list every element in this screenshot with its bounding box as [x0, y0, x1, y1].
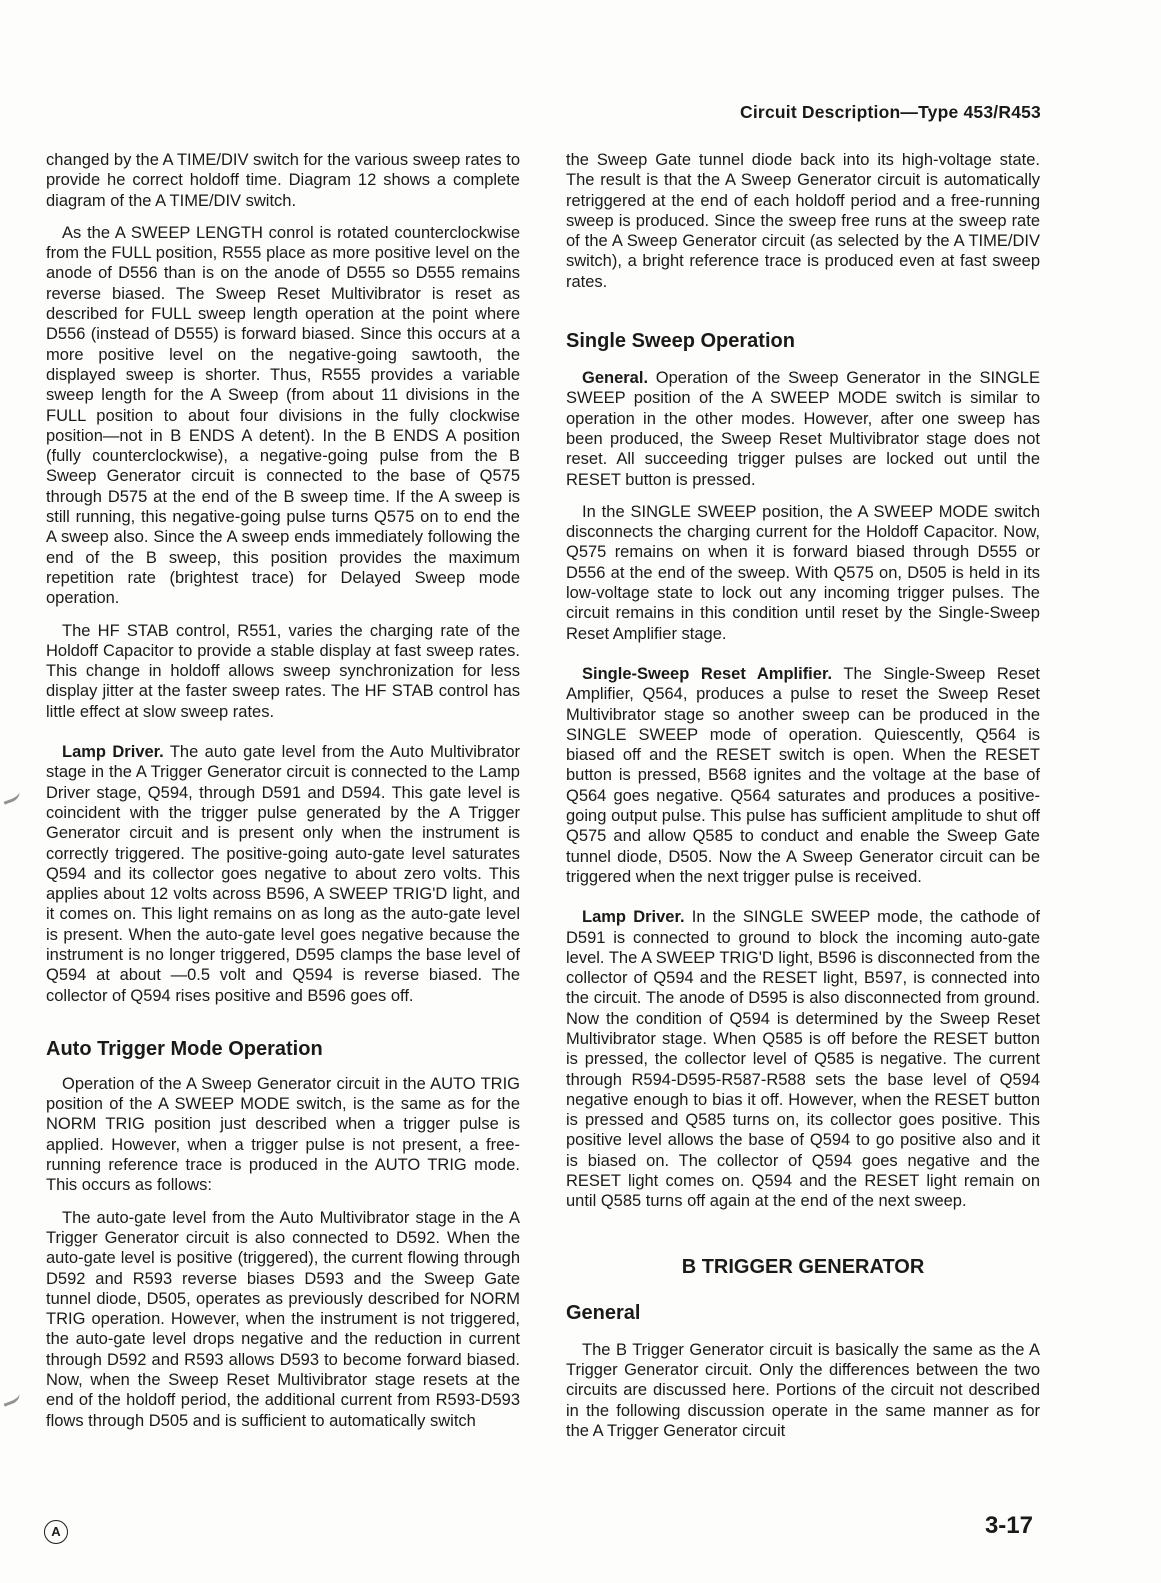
paragraph: The B Trigger Generator circuit is basically the same as the A Trigger Generator circuit. Only the differences between the two circuits are discussed here. Portions of the circuit not described in the following discussion operate in the same manner as for the A Trigger Generator circuit	[566, 1340, 1040, 1440]
paragraph	[46, 742, 520, 1006]
paragraph: As the A SWEEP LENGTH conrol is rotated counterclockwise from the FULL position, R555 place as more positive level on the anode of D556 than is on the anode of D555 so D555 remains reverse biased. The Sweep Reset Multivibrator is reset as described for FULL sweep length operation at the point where D556 (instead of D555) is forward biased. Since this occurs at a more positive level on the negative-going sawtooth, the displayed sweep is shorter. Thus, R555 provides a variable sweep length for the A Sweep (from about 11 divisions in the FULL position to about four divisions in the fully clockwise position—not in B ENDS A detent). In the B ENDS A position (fully counterclockwise), a negative-going pulse from the B Sweep Generator circuit is connected to the base of Q575 through D575 at the end of the B sweep time. If the A sweep is still running, this negative-going pulse turns Q575 on to end the A sweep also. Since the A sweep ends immediately following the end of the B sweep, this position provides the maximum repetition rate (brightest trace) for Delayed Sweep mode operation.	[46, 223, 520, 608]
paragraph: The auto-gate level from the Auto Multivibrator stage in the A Trigger Generator circuit is also connected to D592. When the auto-gate level is positive (triggered), the current flowing through D592 and R593 reverse biases D593 and the Sweep Gate tunnel diode, D505, operates as previously described for NORM TRIG operation. However, when the instrument is not triggered, the auto-gate level drops negative and the reduction in current through D592 and R593 allows D593 to become forward biased. Now, when the Sweep Reset Multivibrator stage resets at the end of the holdoff period, the additional current from R593-D593 flows through D505 and is sufficient to automatically switch	[46, 1208, 520, 1430]
run-in-heading: Single-Sweep Reset Amplifier.	[582, 664, 833, 683]
run-in-heading: Lamp Driver.	[582, 908, 685, 927]
section-heading: Single Sweep Operation	[566, 330, 795, 353]
paragraph-text: Operation of the Sweep Generator in the SINGLE SWEEP position of the A SWEEP MODE switch is similar to operation in the other modes. However, after one sweep has been produced, the Sweep Reset Multivibrator stage does not reset. All succeeding trigger pulses are locked out until the RESET button is pressed.	[566, 369, 1040, 489]
right-column	[566, 150, 1040, 1441]
run-in-heading: General.	[582, 369, 649, 388]
binder-mark-icon	[0, 1389, 21, 1406]
run-in-heading: Lamp Driver.	[62, 743, 164, 762]
paragraph: changed by the A TIME/DIV switch for the various sweep rates to provide he correct holdoff time. Diagram 12 shows a complete diagram of the A TIME/DIV switch.	[46, 151, 520, 210]
section-heading: Auto Trigger Mode Operation	[46, 1037, 323, 1060]
paragraph	[566, 368, 1040, 490]
major-heading: B TRIGGER GENERATOR	[681, 1255, 925, 1278]
paragraph-text: The Single-Sweep Reset Amplifier, Q564, produces a pulse to reset the Sweep Reset Multivibrator stage so another sweep can be produced in the SINGLE SWEEP mode of operation. Quiescently, Q564 is biased off and the RESET switch is open. When the RESET button is pressed, B568 ignites and the voltage at the base of Q564 goes negative. Q564 saturates and produces a positive-going output pulse. This pulse has sufficient amplitude to shut off Q575 and allow Q585 to conduct and enable the Sweep Gate tunnel diode, D505. Now the A Sweep Generator circuit can be triggered when the next trigger pulse is received.	[566, 664, 1040, 886]
running-head: Circuit Description—Type 453/R453	[740, 102, 1041, 122]
left-column	[46, 150, 520, 1431]
trademark-mark: A	[44, 1520, 68, 1544]
page-number: 3-17	[984, 1512, 1033, 1539]
paragraph	[566, 664, 1040, 887]
section-heading: General	[566, 1301, 641, 1324]
paragraph	[566, 907, 1040, 1211]
paragraph: The HF STAB control, R551, varies the charging rate of the Holdoff Capacitor to provide a stable display at fast sweep rates. This change in holdoff allows sweep synchronization for less display jitter at the faster sweep rates. The HF STAB control has little effect at slow sweep rates.	[46, 621, 520, 721]
binder-mark-icon	[0, 787, 21, 804]
paragraph-text: In the SINGLE SWEEP mode, the cathode of D591 is connected to ground to block the incoming auto-gate level. The A SWEEP TRIG'D light, B596 is disconnected from the collector of Q594 and the RESET light, B597, is connected into the circuit. The anode of D595 is also disconnected from ground. Now the condition of Q594 is determined by the Sweep Reset Multivibrator stage. When Q585 is off before the RESET button is pressed, the collector level of Q585 is negative. The current through R594-D595-R587-R588 sets the base level of Q594 negative enough to bias it off. However, when the RESET button is pressed and Q585 turns on, its collector goes positive. This positive level allows the base of Q594 to go positive also and it is biased on. The collector of Q594 goes negative and the RESET light comes on. Q594 and the RESET light remain on until Q585 turns off again at the end of the next sweep.	[566, 908, 1040, 1211]
paragraph: Operation of the A Sweep Generator circuit in the AUTO TRIG position of the A SWEEP MODE switch, is the same as for the NORM TRIG position just described when a trigger pulse is applied. However, when a trigger pulse is not present, a free-running reference trace is produced in the AUTO TRIG mode. This occurs as follows:	[46, 1074, 520, 1195]
paragraph: the Sweep Gate tunnel diode back into its high-voltage state. The result is that the A Sweep Generator circuit is automatically retriggered at the end of each holdoff period and a free-running sweep is produced. Since the sweep free runs at the sweep rate of the A Sweep Generator circuit (as selected by the A TIME/DIV switch), a bright reference trace is produced even at fast sweep rates.	[566, 151, 1040, 291]
paragraph-text: The auto gate level from the Auto Multivibrator stage in the A Trigger Generator circuit is connected to the Lamp Driver stage, Q594, through D591 and D594. This gate level is coincident with the trigger pulse generated by the A Trigger Generator circuit and is present only when the instrument is correctly triggered. The positive-going auto-gate level saturates Q594 and its collector goes negative to about zero volts. This applies about 12 volts across B596, A SWEEP TRIG'D light, and it comes on. This light remains on as long as the auto-gate level is present. When the auto-gate level goes negative because the instrument is no longer triggered, D595 clamps the base level of Q594 at about —0.5 volt and Q594 is reverse biased. The collector of Q594 rises positive and B596 goes off.	[46, 743, 520, 1005]
paragraph: In the SINGLE SWEEP position, the A SWEEP MODE switch disconnects the charging current for the Holdoff Capacitor. Now, Q575 remains on when it is forward biased through D555 or D556 at the end of the sweep. With Q575 on, D505 is held in its low-voltage state to lock out any incoming trigger pulses. The circuit remains in this condition until reset by the Single-Sweep Reset Amplifier stage.	[566, 502, 1040, 643]
